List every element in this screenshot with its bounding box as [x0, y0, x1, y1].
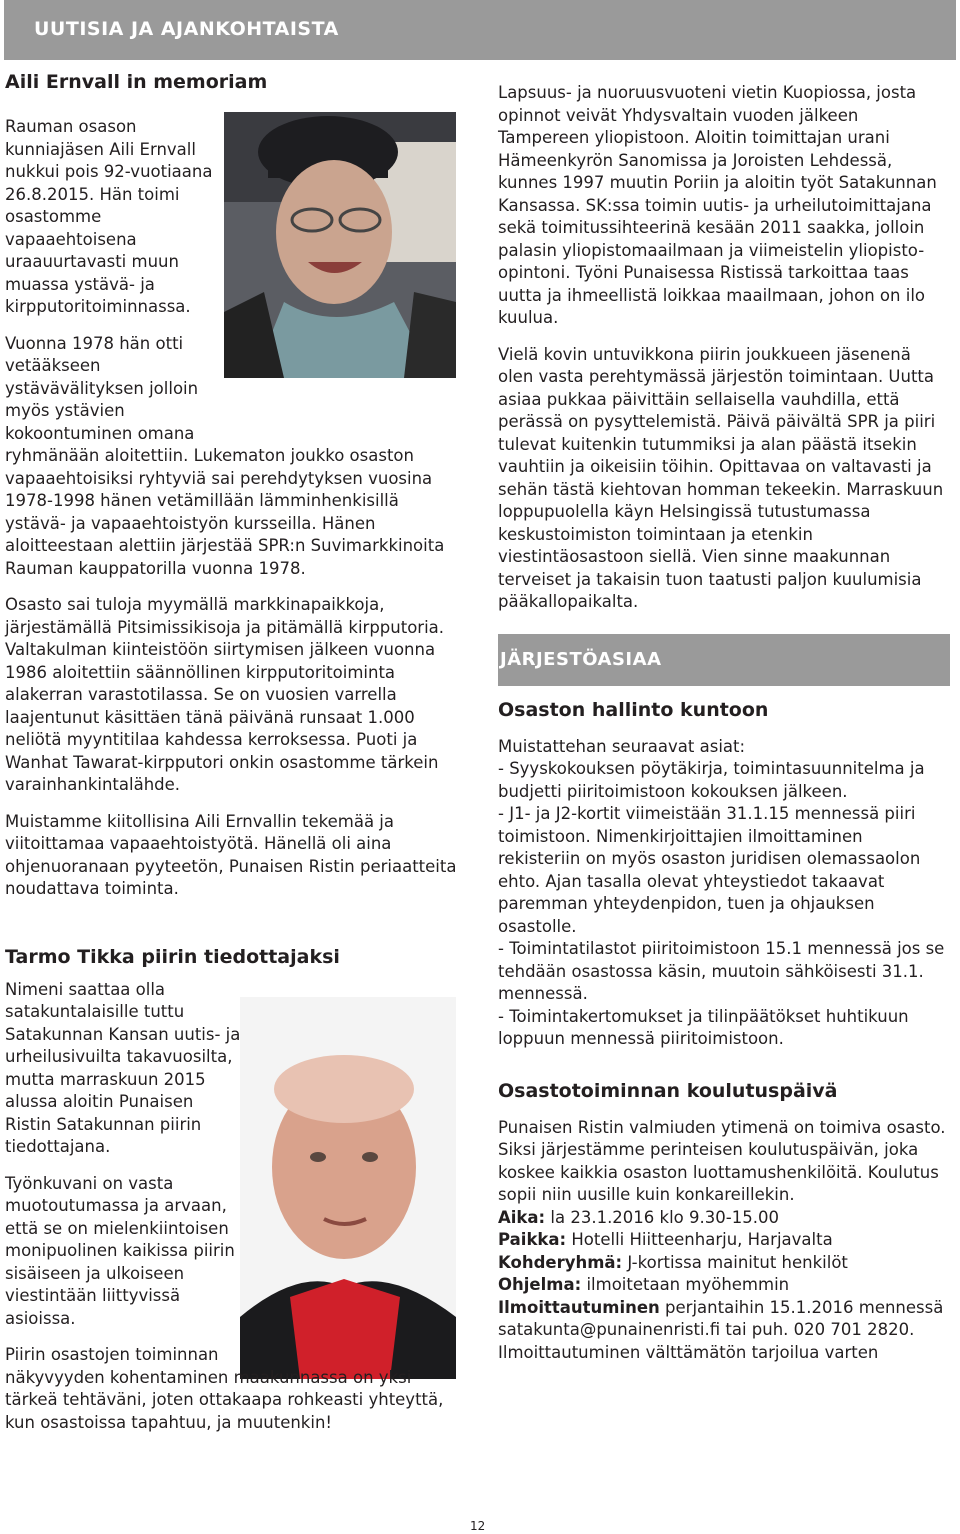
event-detail-ilmoittautuminen [498, 1297, 950, 1365]
event-detail-kohderyhma [498, 1252, 950, 1275]
article-title: Osaston hallinto kuntoon [498, 698, 769, 721]
article-paragraph: Piirin osastojen toiminnan näkyvyyden kohentaminen maakunnassa on yksi tärkeä tehtäväni, joten ottakaapa rohkeasti yhteyttä, kun osastoissa tapahtuu, ja muutenkin! [5, 1345, 444, 1432]
event-detail-aika [498, 1207, 950, 1230]
article-paragraph: Työnkuvani on vasta muotoutumassa ja arvaan, että se on mielenkiintoisen monipuolinen kaikissa piirin sisäiseen ja ulkoiseen viestintään liittyvissä asioissa. [5, 1173, 235, 1328]
article-paragraph: Rauman osason kunniajäsen Aili Ernvall nukkui pois 92-vuotiaana 26.8.2015. Hän toimi osastomme vapaaehtoisena uraauurtavasti muun muassa ystävä- ja kirpputoritoiminnassa. [5, 117, 213, 316]
section-tag: JÄRJESTÖASIAA [498, 634, 950, 686]
detail-label: Aika: [498, 1207, 546, 1227]
detail-value: Hotelli Hiitteenharju, Harjavalta [566, 1230, 833, 1249]
article-paragraph: Osasto sai tuloja myymällä markkinapaikkoja, järjestämällä Pitsimissikisoja ja pitämällä kirpputoria. Valtakulman kiinteistöön siirtymisen jälkeen vuonna 1986 aloitettiin säännöllinen kirpputoritoiminta alakerran varastotilassa. Se on vuosien varrella laajentunut käsittäen tänä päivänä runsaat 1.000 neliötä myyntitilaa kahdessa kerroksessa. Puoti ja Wanhat Tawarat-kirpputori onkin osastomme tärkein varainhankintalähde. [5, 595, 445, 794]
article-title: Osastotoiminnan koulutuspäivä [498, 1079, 838, 1102]
event-detail-paikka [498, 1229, 950, 1252]
detail-value: ilmoitetaan myöhemmin [581, 1275, 790, 1294]
event-detail-ohjelma [498, 1274, 950, 1297]
list-item: - Syyskokouksen pöytäkirja, toimintasuunnitelma ja budjetti piiritoimistoon kokouksen jälkeen. [498, 759, 925, 801]
page-number: 12 [470, 1519, 486, 1533]
left-column [5, 70, 460, 1434]
article-paragraph: Lapsuus- ja nuoruusvuoteni vietin Kuopiossa, josta opinnot veivät Yhdysvaltain vuoden jälkeen Tampereen yliopistoon. Aloitin toimittajan urani Hämeenkyrön Sanomissa ja Joroisten Lehdessä, kunnes 1997 muutin Poriin ja aloitin työt Satakunnan Kansassa. SK:ssa toimin uutis- ja urheilutoimittajana sekä toimitussihteerinä kesään 2011 saakka, jolloin palasin yliopistomaailmaan ja viimeistelin yliopisto-opintoni. Työni Punaisessa Ristissä tarkoittaa taas uutta ja ihmeellistä loikkaa maailmaan, johon on ilo kuulua. [498, 83, 937, 327]
list-item: - Toimintakertomukset ja tilinpäätökset huhtikuun loppuun mennessä piiritoimistoon. [498, 1006, 909, 1048]
article-paragraph: Nimeni saattaa olla satakuntalaisille tuttu Satakunnan Kansan uutis- ja urheilusivuilta takavuosilta, mutta marraskuun 2015 alussa aloitin Punaisen Ristin Satakunnan piirin tiedottajana. [5, 979, 241, 1156]
article-title: Tarmo Tikka piirin tiedottajaksi [5, 945, 340, 968]
detail-label: Ilmoittautuminen [498, 1297, 660, 1317]
article-paragraph: Vuonna 1978 hän otti vetääkseen ystävävälityksen jolloin myös ystävien kokoontuminen omana ryhmänään aloitettiin. Lukematon joukko osaston vapaaehtoisiksi ryhtyviä sai perehdytyksen vuosina 1978-1998 hänen vetämillään lämminhenkisillä ystävä- ja vapaaehtoistyön kursseilla. Hänen aloitteestaan alettiin järjestää SPR:n Suvimarkkinoita Rauman kauppatorilla vuonna 1978. [5, 333, 445, 578]
detail-value: J-kortissa mainitut henkilöt [622, 1252, 848, 1272]
right-column [498, 82, 950, 1364]
detail-value: perjantaihin 15.1.2016 mennessä satakunta@punainenristi.fi tai puh. 020 701 2820. Ilmoittautuminen välttämätön tarjoilua varten [498, 1297, 944, 1362]
detail-label: Kohderyhmä: [498, 1252, 623, 1272]
list-item: - Toimintatilastot piiritoimistoon 15.1 mennessä jos se tehdään osastossa käsin, muutoin sähköisesti 31.1. mennessä. [498, 939, 945, 1003]
section-banner [4, 0, 956, 60]
section-banner-title: UUTISIA JA AJANKOHTAISTA [34, 18, 339, 40]
article-paragraph: Punaisen Ristin valmiuden ytimenä on toimiva osasto. Siksi järjestämme perinteisen koulutuspäivän, joka koskee kaikkia osaston luottamushenkilöitä. Koulutus sopii niin uusille kuin konkareillekin. [498, 1117, 946, 1204]
article-title: Aili Ernvall in memoriam [5, 71, 268, 93]
detail-value: la 23.1.2016 klo 9.30-15.00 [545, 1207, 779, 1227]
article-paragraph: Muistattehan seuraavat asiat: [498, 736, 746, 756]
article-paragraph: Muistamme kiitollisina Aili Ernvallin tekemää ja viitoittamaa vapaaehtoistyötä. Hänellä oli aina ohjenuoranaan pyyteetön, Punaisen Ristin periaatteita noudattava toiminta. [5, 811, 457, 898]
photo-spacer [228, 116, 460, 428]
photo-spacer [242, 979, 460, 1361]
article-paragraph: Vielä kovin untuvikkona piirin joukkueen jäsenenä olen vasta perehtymässä järjestön toimintaan. Uutta asiaa pukkaa päivittäin sellaisella vauhdilla, että perässä on pysyttelemistä. Päivä päivältä SPR ja piiri tulevat kuitenkin tutummiksi ja alan päästä itsekin vauhtiin ja oikeisiin töihin. Opittavaa on valtavasti ja sehän tästä kiehtovan homman tekeekin. Marraskuun loppupuolella käyn Helsingissä tutustumassa keskustoimiston toimintaan ja etenkin viestintäosastoon siellä. Vien sinne maakunnan terveiset ja takaisin tuon taatusti paljon kuulumisia pääkallopaikalta. [498, 344, 944, 611]
list-item: - J1- ja J2-kortit viimeistään 31.1.15 mennessä piiri toimistoon. Nimenkirjoittajien ilmoittaminen rekisteriin on myös osaston juridisen olemassaolon ehto. Ajan tasalla olevat yhteystiedot takaavat paremman yhteydenpidon, tuen ja ohjauksen osastolle. [498, 804, 921, 936]
detail-label: Ohjelma: [498, 1275, 582, 1294]
detail-label: Paikka: [498, 1230, 567, 1249]
